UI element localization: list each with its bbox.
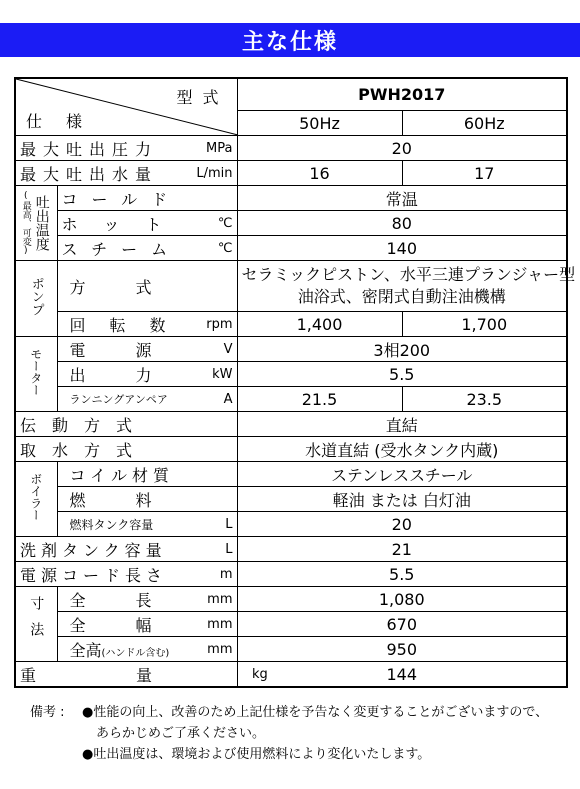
cold-name: コールド [61, 189, 182, 209]
length-row [15, 587, 567, 612]
method-name: 方式 [69, 277, 202, 297]
pressure-value: 20 [237, 136, 567, 161]
model-name: PWH2017 [237, 78, 567, 111]
length-value: 1,080 [237, 587, 567, 612]
power-source-value: 3相200 [237, 337, 567, 362]
coil-name: コイル材質 [69, 465, 175, 485]
detergent-unit: L [225, 541, 233, 557]
pressure-unit: MPa [206, 140, 233, 156]
power-source-row [15, 337, 567, 362]
power-source-unit: V [223, 341, 233, 357]
height-row [15, 637, 567, 662]
rpm-value-50: 1,400 [237, 312, 402, 337]
method-value-line2: 油浴式、密閉式自動注油機構 [297, 287, 506, 306]
pump-method-row [15, 261, 567, 312]
weight-value: 144 [237, 662, 567, 688]
coil-value: ステンレススチール [237, 462, 567, 487]
output-row [15, 362, 567, 387]
method-value-line1: セラミックピストン、水平三連プランジャー型 [241, 265, 576, 284]
pressure-name: 最大吐出圧力 [20, 139, 159, 159]
fuel-tank-name: 燃料タンク容量 [69, 517, 154, 532]
temp-group-label [15, 186, 57, 261]
weight-unit: kg [252, 666, 268, 682]
weight-row [15, 662, 567, 688]
amp-row [15, 387, 567, 412]
steam-value: 140 [237, 236, 567, 261]
temp-group-note: (最高、可変) [20, 190, 31, 256]
cold-value: 常温 [237, 186, 567, 211]
remark-1a: ●性能の向上、改善のため上記仕様を予告なく変更することがございますので、 [82, 705, 549, 720]
power-source-name: 電源 [69, 340, 202, 360]
output-name: 出力 [69, 365, 202, 385]
cord-value: 5.5 [237, 562, 567, 587]
detergent-row [15, 537, 567, 562]
remark-1b: あらかじめご了承ください。 [96, 726, 266, 741]
steam-name: スチーム [61, 239, 182, 259]
height-sub: (ハンドル含む) [101, 647, 170, 659]
hz60-label: 60Hz [402, 111, 567, 136]
pump-group-label: ポンプ [15, 261, 57, 337]
detergent-value: 21 [237, 537, 567, 562]
fuel-tank-row [15, 512, 567, 537]
flow-name: 最大吐出水量 [20, 164, 159, 184]
detergent-name: 洗剤タンク容量 [20, 540, 167, 560]
flow-unit: L/min [196, 165, 233, 181]
water-value: 水道直結 (受水タンク内蔵) [237, 437, 567, 462]
hz50-label: 50Hz [237, 111, 402, 136]
rpm-name: 回転数 [69, 315, 190, 335]
water-row [15, 437, 567, 462]
method-value [237, 261, 576, 312]
length-unit: mm [207, 591, 233, 607]
hot-unit: ℃ [217, 215, 233, 231]
coil-row [15, 462, 567, 487]
length-name: 全長 [69, 590, 202, 610]
amp-value-50: 21.5 [237, 387, 402, 412]
cord-unit: m [219, 566, 233, 582]
height-unit: mm [207, 641, 233, 657]
rpm-row [15, 312, 567, 337]
section-title: 主な仕様 [0, 23, 580, 57]
drive-value: 直結 [237, 412, 567, 437]
height-value: 950 [237, 637, 567, 662]
rpm-unit: rpm [206, 316, 233, 332]
cold-row [15, 186, 567, 211]
width-unit: mm [207, 616, 233, 632]
width-name: 全幅 [69, 615, 202, 635]
drive-name: 伝動方式 [20, 415, 149, 435]
amp-unit: A [223, 391, 233, 407]
remark-2: ●吐出温度は、環境および使用燃料により変化いたします。 [82, 747, 431, 762]
amp-name: ランニングアンペア [69, 393, 168, 406]
height-name: 全高 [69, 640, 102, 660]
width-row [15, 612, 567, 637]
remarks [30, 702, 548, 765]
hot-name: ホット [61, 214, 188, 234]
hot-row [15, 211, 567, 236]
header-row [15, 78, 567, 111]
model-label: 型式 [176, 88, 229, 107]
cord-row [15, 562, 567, 587]
pressure-row [15, 136, 567, 161]
fuel-value: 軽油 または 白灯油 [237, 487, 567, 512]
drive-row [15, 412, 567, 437]
flow-row [15, 161, 567, 186]
spec-table [14, 77, 576, 688]
temp-group-title: 吐出温度 [33, 195, 50, 251]
boiler-group-label: ボイラー [15, 462, 57, 537]
header-corner-cell [15, 78, 237, 136]
weight-name: 重量 [20, 665, 253, 685]
fuel-tank-value: 20 [237, 512, 567, 537]
hot-value: 80 [237, 211, 567, 236]
dimension-group-label: 寸法 [15, 587, 57, 662]
width-value: 670 [237, 612, 567, 637]
output-value: 5.5 [237, 362, 567, 387]
rpm-value-60: 1,700 [402, 312, 567, 337]
steam-row [15, 236, 567, 261]
water-name: 取水方式 [20, 440, 149, 460]
fuel-tank-unit: L [225, 516, 233, 532]
fuel-name: 燃料 [69, 490, 202, 510]
fuel-row [15, 487, 567, 512]
spec-label: 仕様 [26, 112, 107, 131]
output-unit: kW [212, 366, 233, 382]
remarks-lead: 備考 : [30, 705, 65, 720]
flow-value-50: 16 [237, 161, 402, 186]
cord-name: 電源コード長さ [20, 565, 168, 585]
motor-group-label: モーター [15, 337, 57, 412]
amp-value-60: 23.5 [402, 387, 567, 412]
steam-unit: ℃ [217, 240, 233, 256]
flow-value-60: 17 [402, 161, 567, 186]
